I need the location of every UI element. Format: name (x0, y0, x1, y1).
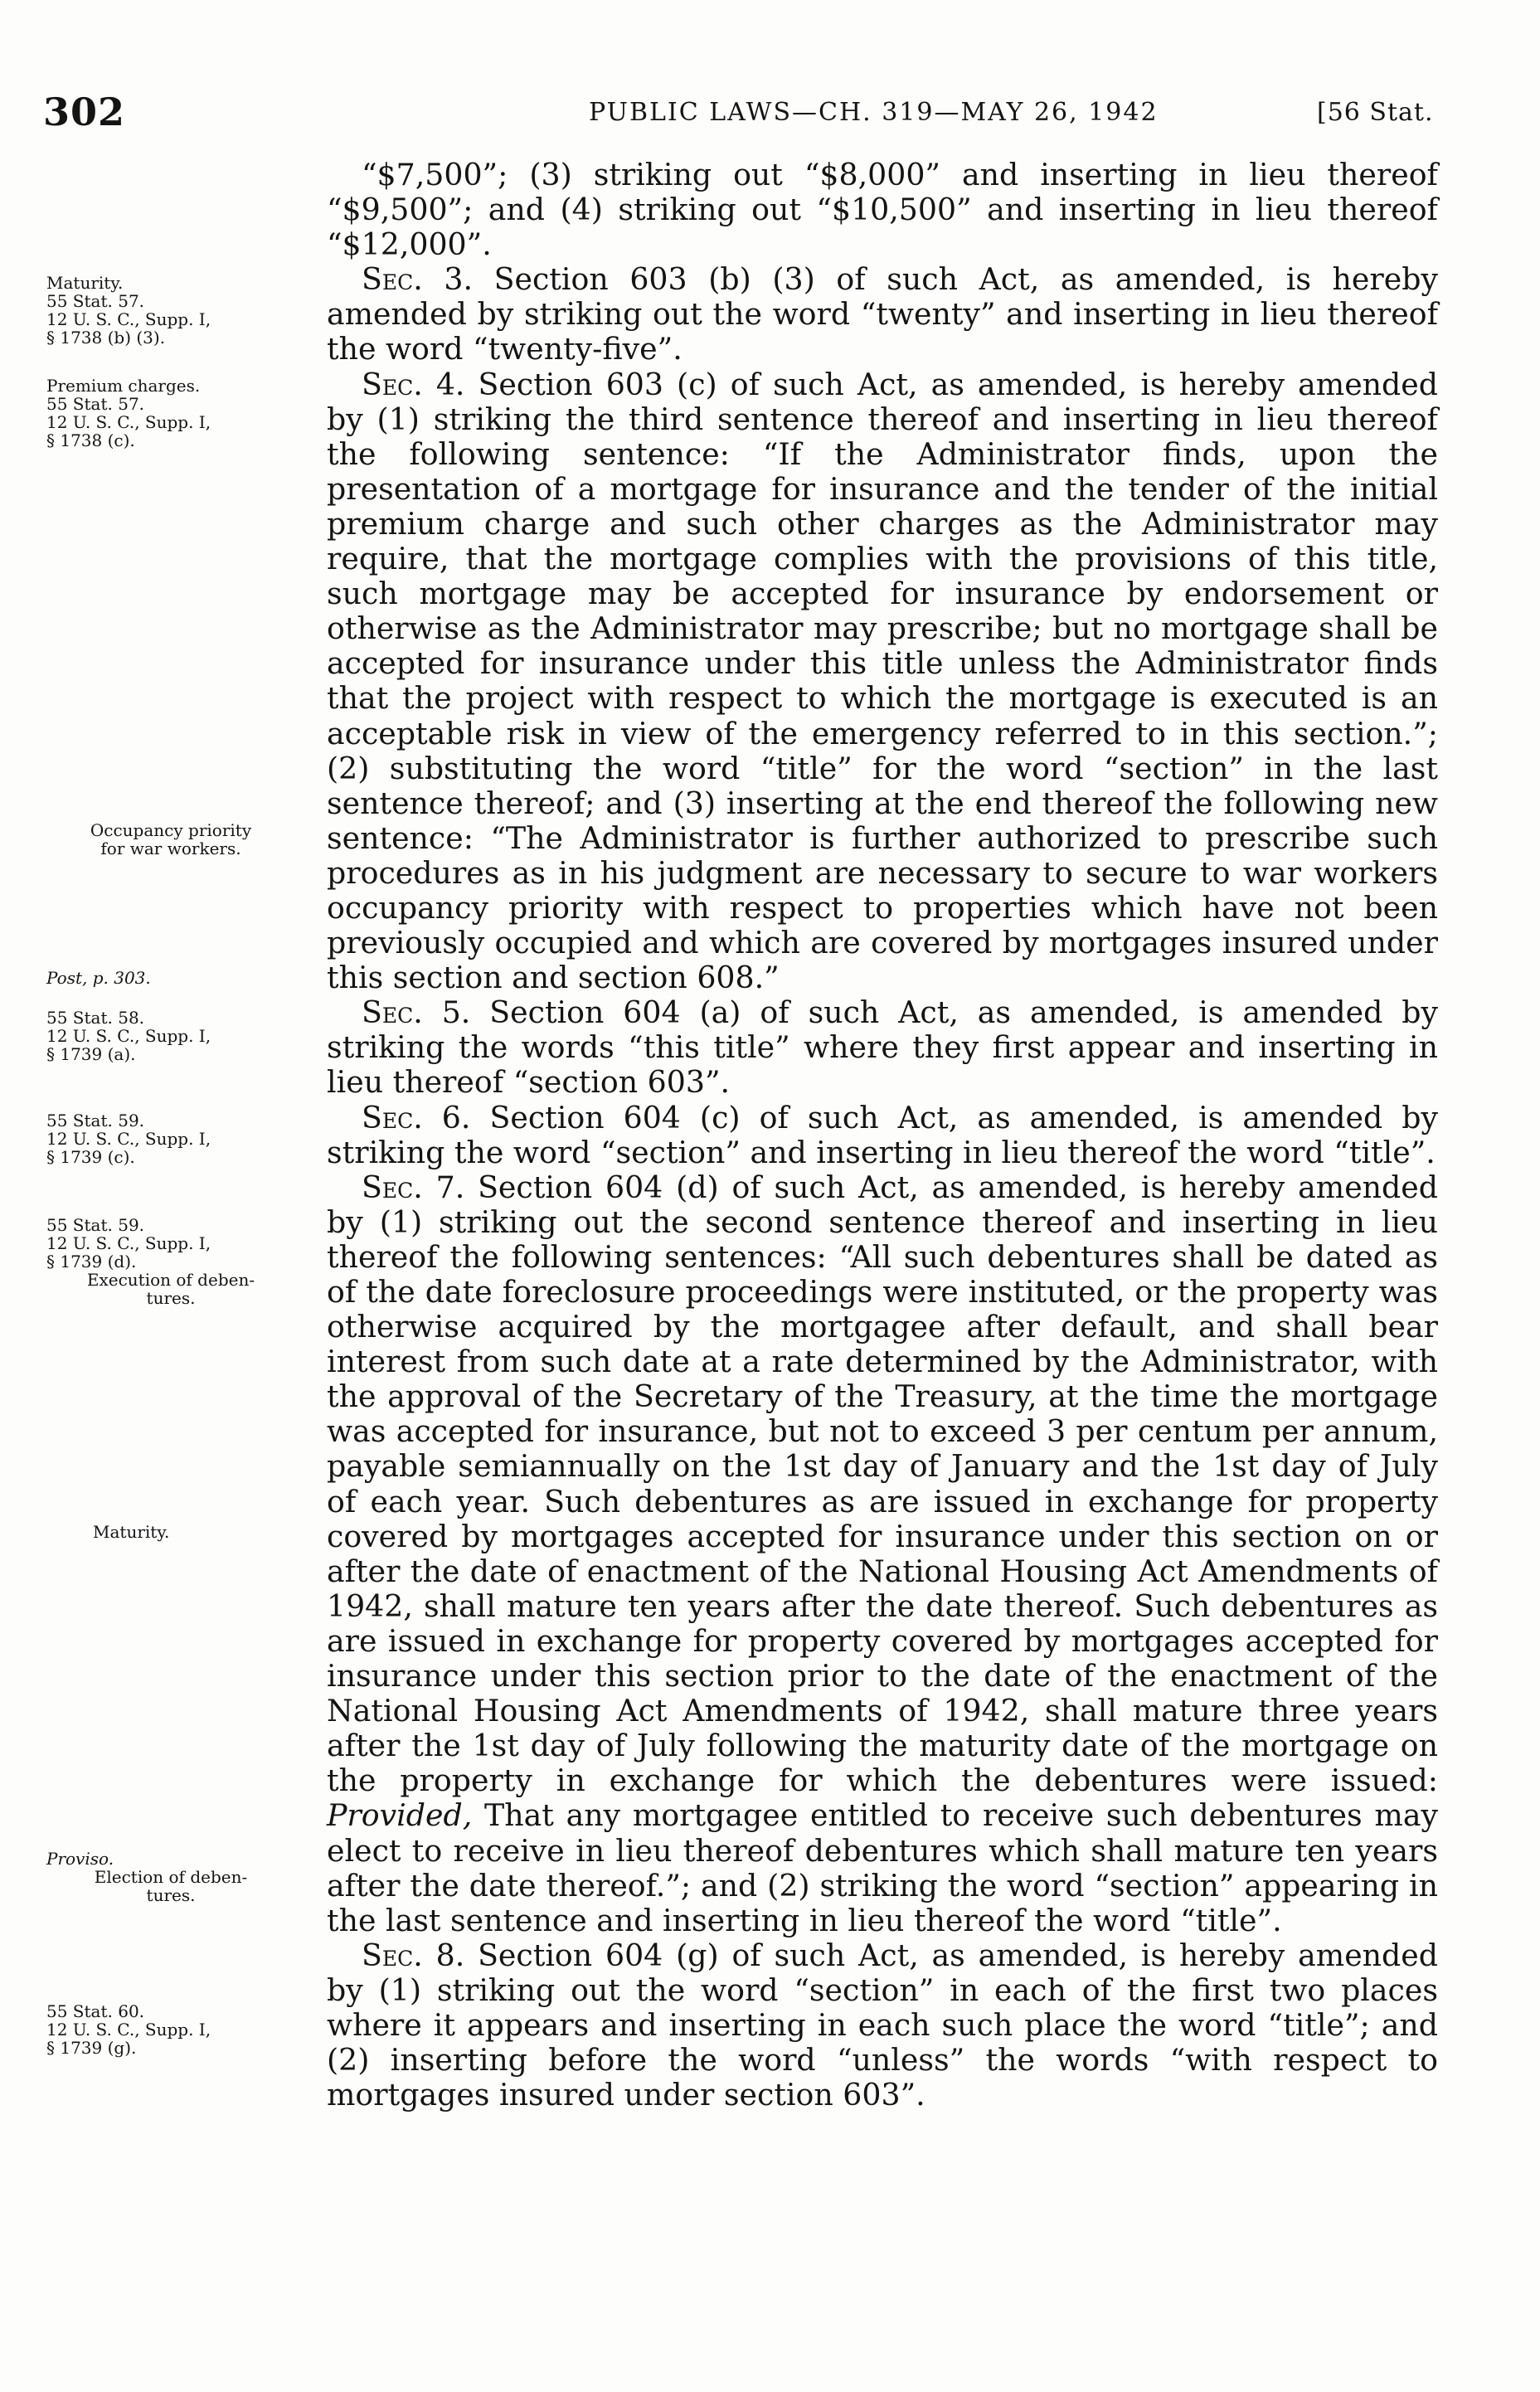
section-text: Section 604 (a) of such Act, as amended, is amended by striking the words “this title” where they first appear and inserting in lieu thereof “section 603”. (327, 994, 1438, 1101)
section-8 (327, 1938, 1438, 2112)
main-text (327, 158, 1438, 2112)
statutes-reference: [56 Stat. (1317, 98, 1434, 127)
margin-note-proviso: Proviso. (46, 1849, 114, 1869)
margin-note-premium-title: Premium charges. (46, 376, 201, 396)
margin-note-election-title: Election of deben- tures. (94, 1867, 248, 1905)
section-label: Sec. 5. (362, 994, 471, 1031)
proviso-word: Provided, (327, 1797, 473, 1834)
section-label: Sec. 7. (362, 1169, 465, 1205)
margin-note-execution-title: Execution of deben- tures. (86, 1270, 255, 1308)
running-head: PUBLIC LAWS—CH. 319—MAY 26, 1942 (589, 98, 1159, 127)
margin-note-maturity2-title: Maturity. (93, 1522, 170, 1542)
section-6 (327, 1101, 1438, 1170)
paragraph-text: “$7,500”; (3) striking out “$8,000” and inserting in lieu thereof “$9,500”; and (4) striking out “$10,500” and inserting in lieu thereof “$12,000”. (327, 157, 1438, 263)
section-text: Section 604 (d) of such Act, as amended, is hereby amended by (1) striking out the second sentence thereof and inserting in lieu thereof the following sentences: “All such debentures shall be dated as of the date foreclosure proceedings were instituted, or the property was otherwise acquired by the mortgagee after default, and shall bear interest from such date at a rate determined by the Administrator, with the approval of the Secretary of the Treasury, at the time the mortgage was accepted for insurance, but not to exceed 3 per centum per annum, payable semiannually on the 1st day of January and the 1st day of July of each year. Such debentures as are issued in exchange for property covered by mortgages accepted for insurance under this section on or after the date of enactment of the National Housing Act Amendments of 1942, shall mature ten years after the date thereof. Such debentures as are issued in exchange for property covered by mortgages accepted for insurance under this section prior to the date of the enactment of the National Housing Act Amendments of 1942, shall mature three years after the 1st day of July following the maturity date of the mortgage on the property in exchange for which the debentures were issued: (327, 1169, 1438, 1799)
section-label: Sec. 6. (362, 1099, 471, 1135)
continued-paragraph (327, 158, 1438, 262)
section-5 (327, 995, 1438, 1100)
margin-note-sec5-ref: 55 Stat. 58. 12 U. S. C., Supp. I, § 1739 (a). (46, 1008, 211, 1064)
section-label: Sec. 4. (362, 366, 465, 402)
margin-note-maturity-title: Maturity. (46, 273, 124, 293)
page-number: 302 (43, 90, 126, 134)
margin-note-premium-ref: 55 Stat. 57. 12 U. S. C., Supp. I, § 1738 (c). (46, 394, 211, 450)
margin-note-occupancy-title: Occupancy priority for war workers. (90, 820, 252, 858)
section-text: Section 604 (c) of such Act, as amended, is amended by striking the word “section” and inserting in lieu thereof the word “title”. (327, 1099, 1438, 1170)
section-3 (327, 262, 1438, 367)
margin-note-sec8-ref: 55 Stat. 60. 12 U. S. C., Supp. I, § 1739 (g). (46, 2001, 211, 2058)
section-label: Sec. 8. (362, 1937, 465, 1973)
section-text-continued: That any mortgagee entitled to receive such debentures may elect to receive in lieu thereof debentures which shall mature ten years after the date thereof.”; and (2) striking the word “section” appearing in the last sentence and inserting in lieu thereof the word “title”. (327, 1797, 1438, 1938)
section-7 (327, 1170, 1438, 1938)
margin-note-sec6-ref: 55 Stat. 59. 12 U. S. C., Supp. I, § 1739 (c). (46, 1111, 211, 1167)
margin-note-maturity-ref: 55 Stat. 57. 12 U. S. C., Supp. I, § 1738 (b) (3). (46, 291, 211, 348)
section-4 (327, 367, 1438, 996)
section-text: Section 603 (c) of such Act, as amended, is hereby amended by (1) striking the third sentence thereof and inserting in lieu thereof the following sentence: “If the Administrator finds, upon the presentation of a mortgage for insurance and the tender of the initial premium charge and such other charges as the Administrator may require, that the mortgage complies with the provisions of this title, such mortgage may be accepted for insurance by endorsement or otherwise as the Administrator may prescribe; but no mortgage shall be accepted for insurance under this title unless the Administrator finds that the project with respect to which the mortgage is executed is an acceptable risk in view of the emergency referred to in this section.”; (2) substituting the word “title” for the word “section” in the last sentence thereof; and (3) inserting at the end thereof the following new sentence: “The Administrator is further authorized to prescribe such procedures as in his judgment are necessary to secure to war workers occupancy priority with respect to properties which have not been previously occupied and which are covered by mortgages insured under this section and section 608.” (327, 366, 1439, 996)
margin-note-sec7-ref: 55 Stat. 59. 12 U. S. C., Supp. I, § 1739 (d). (46, 1215, 211, 1271)
section-text: Section 603 (b) (3) of such Act, as amended, is hereby amended by striking out the word “twenty” and inserting in lieu thereof the word “twenty-five”. (327, 261, 1438, 367)
margin-note-post-ref: Post, p. 303. (46, 968, 151, 988)
section-label: Sec. 3. (362, 261, 474, 298)
section-text: Section 604 (g) of such Act, as amended, is hereby amended by (1) striking out the word “section” in each of the first two places where it appears and inserting in each such place the word “title”; and (2) inserting before the word “unless” the words “with respect to mortgages insured under section 603”. (327, 1937, 1438, 2113)
page-header (0, 0, 1540, 166)
